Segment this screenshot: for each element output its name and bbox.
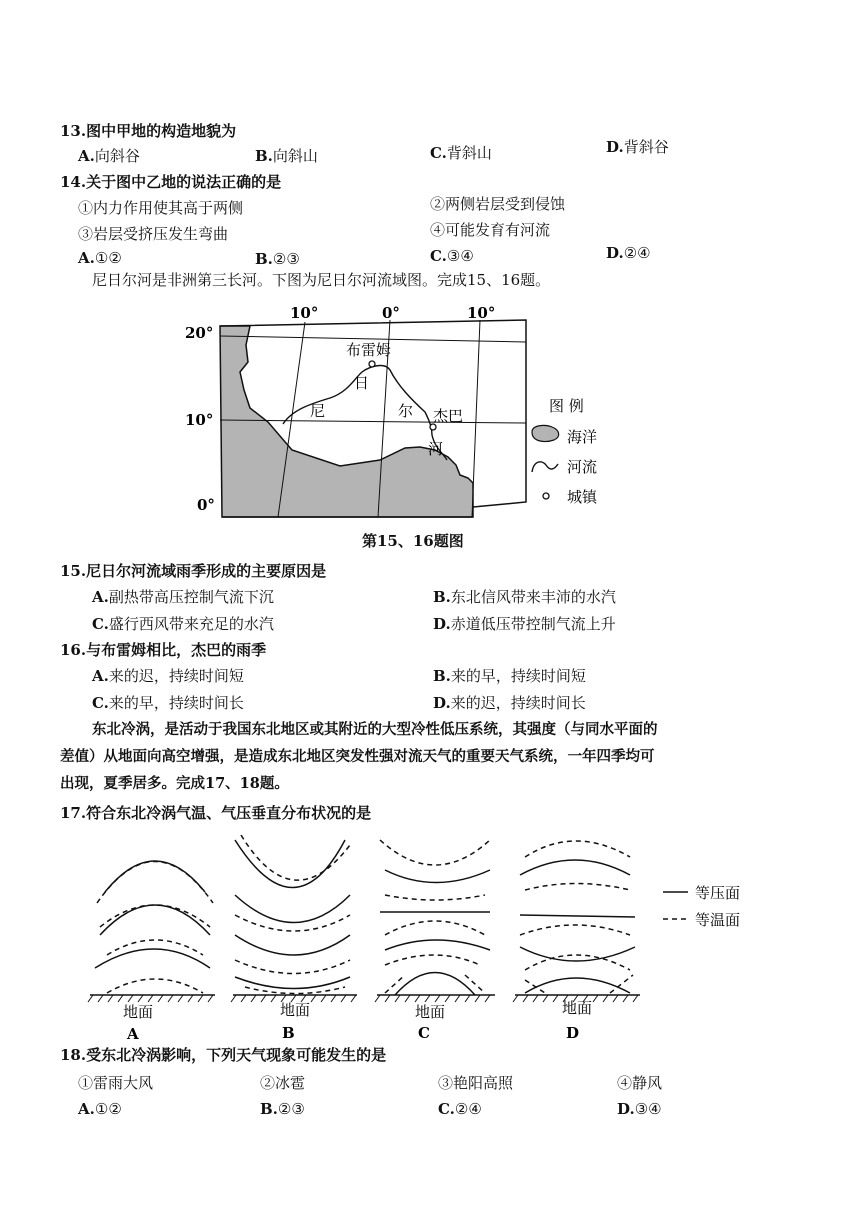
panel-d-isotherm-1 [525,841,630,857]
isobar-isotherm-diagram [85,835,785,1045]
panel-b-isobar-3 [235,935,350,955]
panel-a-isotherm-2 [100,905,210,927]
label-ni: 尼 [310,402,326,420]
q16-option-b: B.来的早，持续时间短 [433,667,586,685]
q18-statement-4: ④静风 [617,1074,663,1092]
panel-d-isobar-1 [520,860,630,875]
label-er: 尔 [398,402,414,420]
q15-option-d: D.赤道低压带控制气流上升 [433,615,616,633]
panel-c-isotherm-1 [380,840,490,865]
q14-statement-4: ④可能发育有河流 [430,221,551,239]
panel-d-isotherm-3 [520,925,630,935]
q18-option-d: D.③④ [617,1100,662,1118]
panel-c-isobar-3 [385,940,490,950]
panel-c-isotherm-4 [385,955,480,965]
q14-stem: 14.关于图中乙地的说法正确的是 [60,173,282,191]
lon-label-0: 0° [382,304,400,322]
panel-b-isobar-1 [235,840,345,888]
q14-option-b: B.②③ [255,250,300,268]
q18-option-a: A.①② [78,1100,122,1118]
panel-d-isotherm-4 [525,955,630,970]
q18-stem: 18.受东北冷涡影响，下列天气现象可能发生的是 [60,1046,387,1064]
panel-c-isotherm-2 [385,895,485,900]
intro-15-16: 尼日尔河是非洲第三长河。下图为尼日尔河流域图。完成15、16题。 [92,271,551,289]
panel-letter-a: A [127,1025,139,1043]
ground-label-b: 地面 [280,1001,311,1019]
legend-river: 河流 [567,458,598,476]
q14-option-a: A.①② [78,249,122,267]
q18-statement-2: ②冰雹 [260,1074,306,1092]
label-he: 河 [428,440,444,458]
q13-option-b: B.向斜山 [255,147,318,165]
panel-a-isotherm-4 [107,979,203,993]
q14-option-c: C.③④ [430,247,474,265]
panel-b-isotherm-3 [235,960,350,974]
niger-river-map [180,300,640,555]
ground-label-a: 地面 [123,1003,154,1021]
legend-town: 城镇 [567,488,598,506]
q17-stem: 17.符合东北冷涡气温、气压垂直分布状况的是 [60,804,372,822]
q13-option-d: D.背斜谷 [606,138,669,156]
label-bourem: 布雷姆 [346,341,392,359]
intro-17-18-line-3: 出现，夏季居多。完成17、18题。 [60,775,289,792]
panel-c-isotherm-3 [385,921,485,935]
panel-d-isobar-3 [520,947,635,961]
q13-option-c: C.背斜山 [430,144,492,162]
legend-title: 图 例 [549,397,584,415]
ground-label-d: 地面 [562,999,593,1017]
panel-a-isotherm-1 [97,862,213,904]
legend-river-icon [532,462,558,472]
q15-option-c: C.盛行西风带来充足的水汽 [92,615,274,633]
q16-option-d: D.来的迟，持续时间长 [433,694,586,712]
lat-label-0: 0° [197,496,215,514]
panel-b-isobar-2 [235,895,350,923]
panel-c-isobar-1 [385,870,490,883]
q14-statement-2: ②两侧岩层受到侵蚀 [430,195,566,213]
q16-option-a: A.来的迟，持续时间短 [92,667,244,685]
ground-hatching [88,995,638,1002]
ground-label-c: 地面 [415,1003,446,1021]
panel-d-isobar-2 [520,915,635,917]
legend-ocean: 海洋 [567,428,598,446]
intro-17-18-line-2: 差值）从地面向高空增强，是造成东北地区突发性强对流天气的重要天气系统，一年四季均可 [60,748,655,765]
label-ri: 日 [354,374,370,392]
q16-stem: 16.与布雷姆相比，杰巴的雨季 [60,641,267,659]
q14-statement-1: ①内力作用使其高于两侧 [78,199,244,217]
q18-statement-1: ①雷雨大风 [78,1074,154,1092]
legend-ocean-icon [532,425,559,441]
label-jebba: 杰巴 [433,407,464,425]
lat-label-20: 20° [185,324,214,342]
map-caption: 第15、16题图 [362,532,464,550]
lat-label-10: 10° [185,411,214,429]
legend-isotherm: 等温面 [695,911,741,929]
panel-b-isotherm-1 [241,835,350,880]
q18-option-b: B.②③ [260,1100,305,1118]
lon-label-10e: 10° [467,304,496,322]
panel-letter-c: C [418,1024,430,1042]
q13-option-a: A.向斜谷 [78,147,140,165]
panel-d-isotherm-2 [525,884,630,891]
intro-17-18-line-1: 东北冷涡，是活动于我国东北地区或其附近的大型冷性低压系统，其强度（与同水平面的 [92,721,658,738]
panel-letter-b: B [282,1024,295,1042]
q18-statement-3: ③艳阳高照 [438,1074,514,1092]
town-bourem [369,361,375,367]
panel-a-isobar-2 [100,905,210,935]
legend-town-icon [543,493,549,499]
legend-isobar: 等压面 [695,884,741,902]
lon-label-10w: 10° [290,304,319,322]
q15-stem: 15.尼日尔河流域雨季形成的主要原因是 [60,562,327,580]
panel-c-isobar-4 [395,973,475,996]
q18-option-c: C.②④ [438,1100,482,1118]
panel-b-isobar-4 [235,977,350,989]
panel-a-isotherm-3 [107,940,203,955]
q15-option-a: A.副热带高压控制气流下沉 [92,588,274,606]
q13-stem: 13.图中甲地的构造地貌为 [60,122,237,140]
panel-letter-d: D [566,1024,580,1042]
q14-option-d: D.②④ [606,244,651,262]
panel-a-isobar-3 [95,949,210,968]
q16-option-c: C.来的早，持续时间长 [92,694,244,712]
q15-option-b: B.东北信风带来丰沛的水汽 [433,588,616,606]
q14-statement-3: ③岩层受挤压发生弯曲 [78,225,229,243]
